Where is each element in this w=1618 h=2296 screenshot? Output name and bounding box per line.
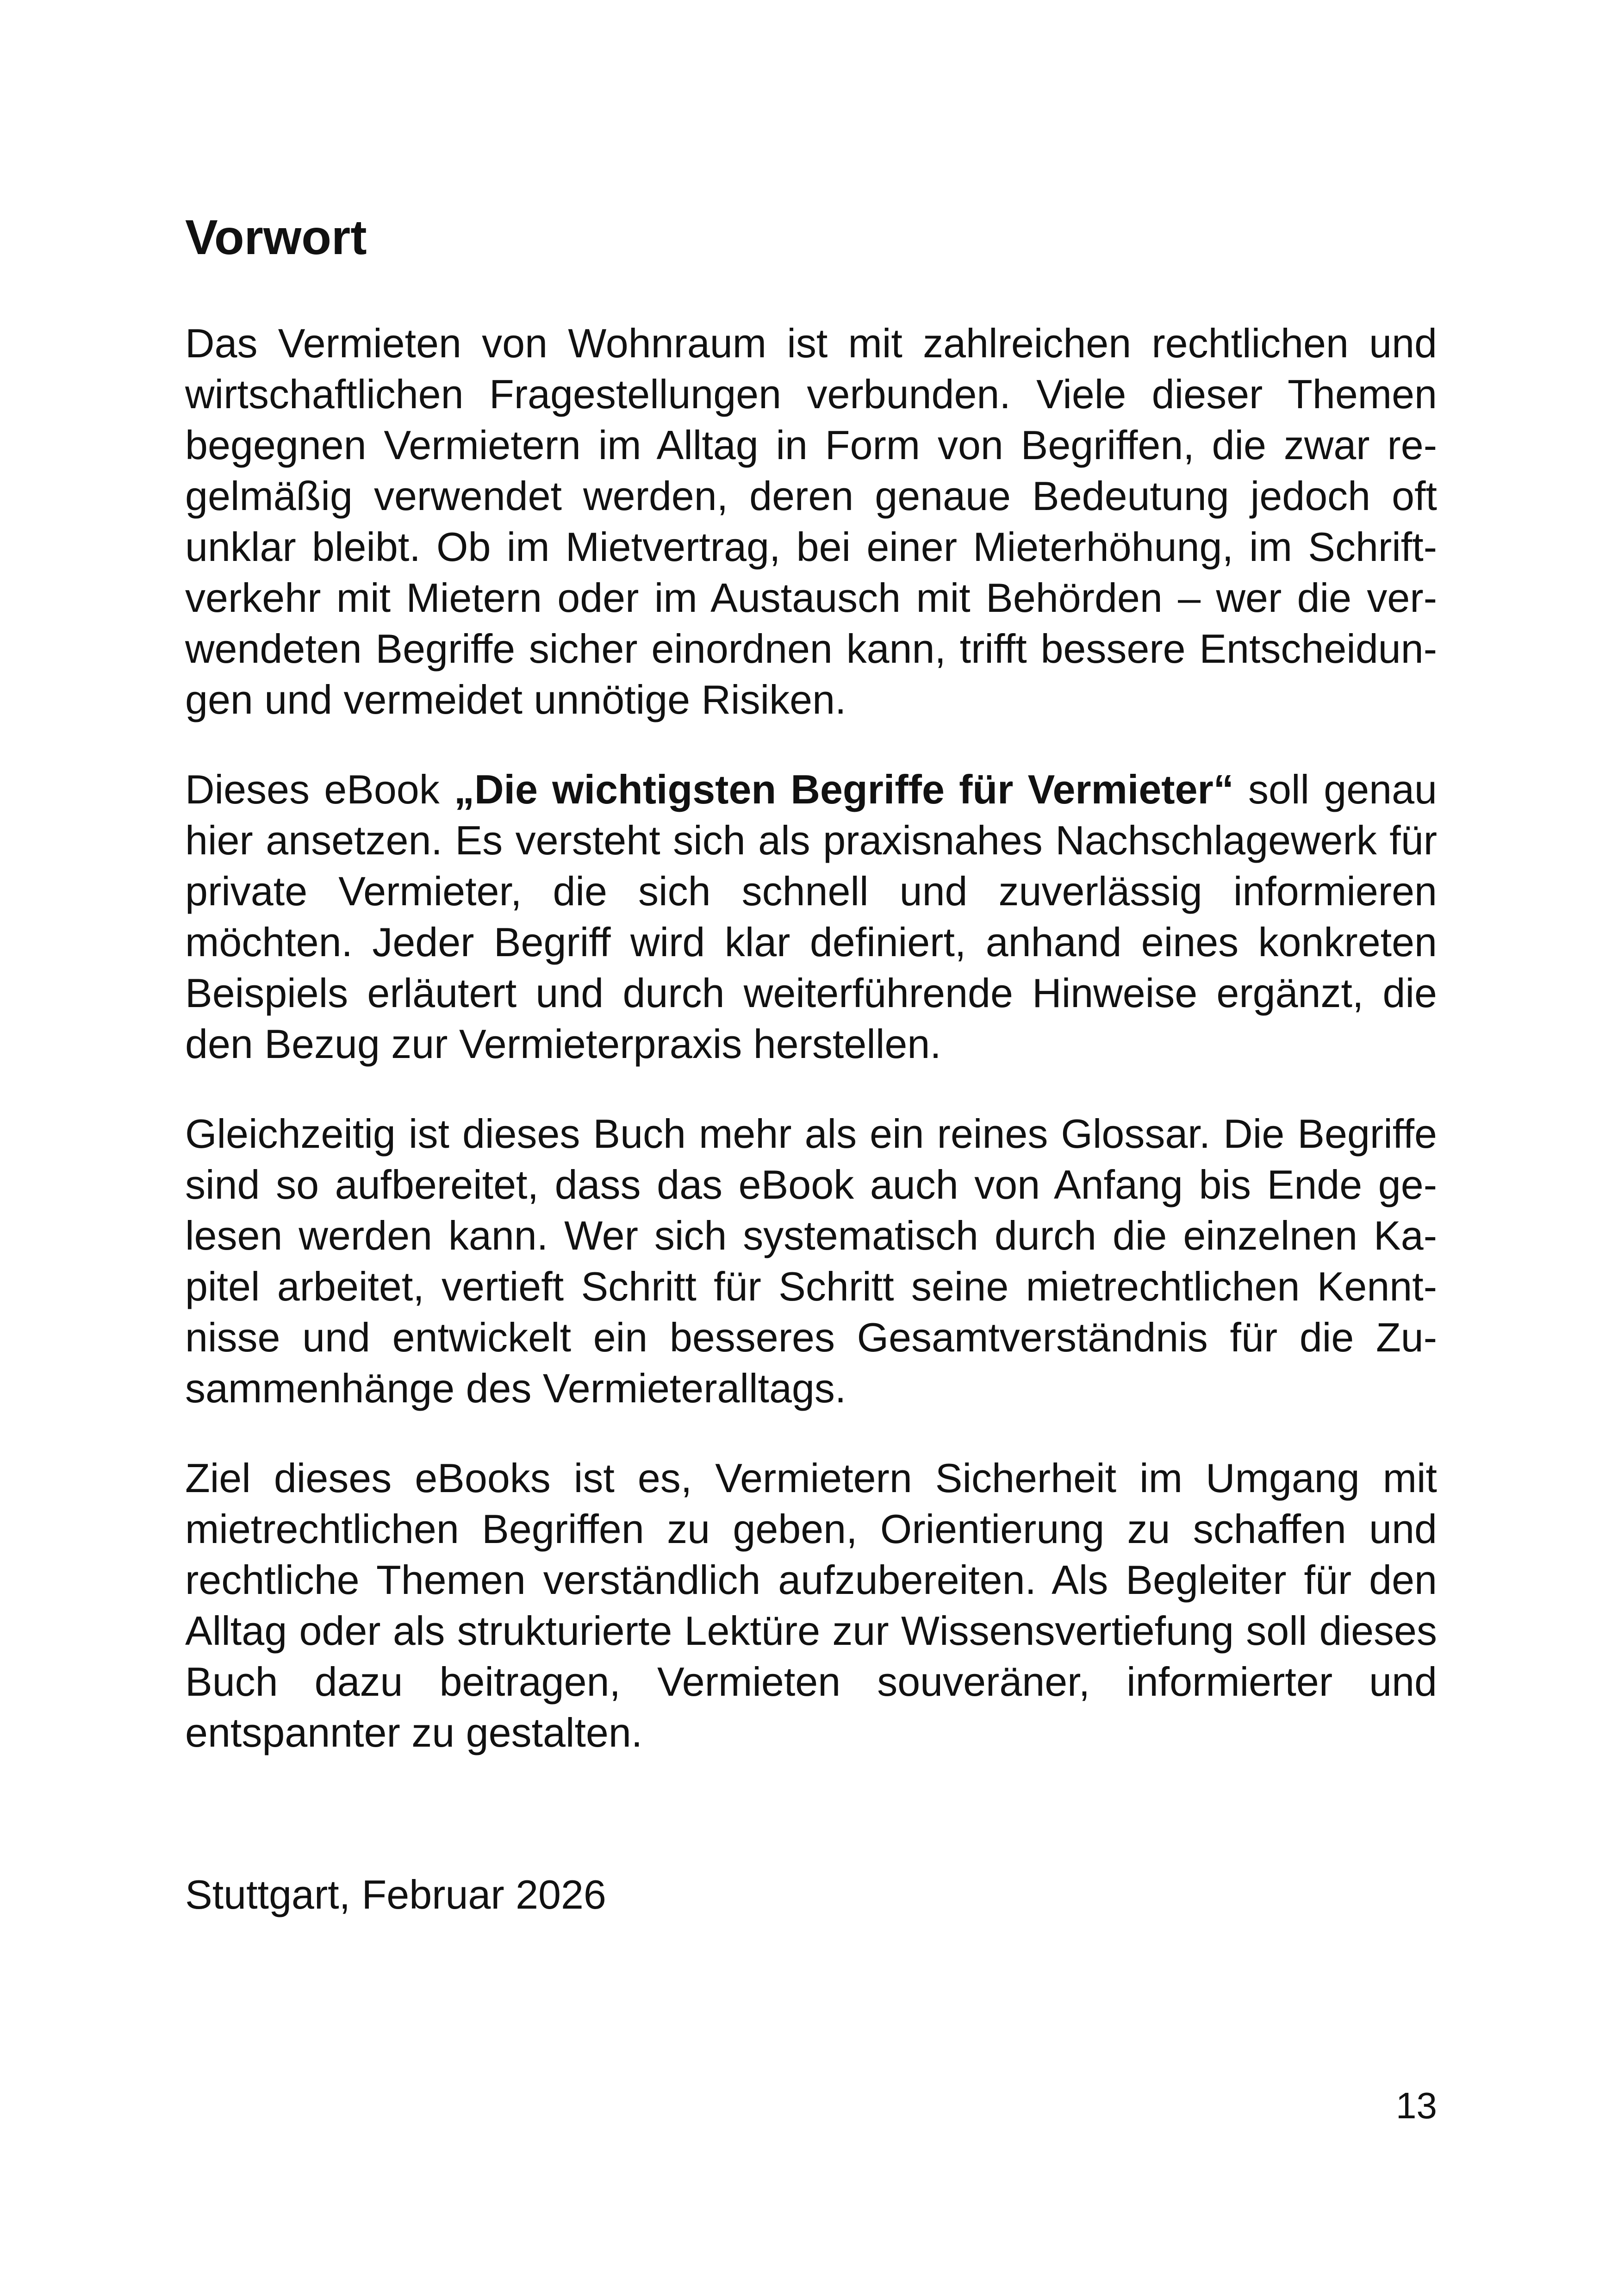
paragraph-4: Ziel dieses eBooks ist es, Vermietern Sicherheit im Umgang mit mietrechtlichen Begriffen zu geben, Orientierung zu schaffen und rechtliche Themen verständlich aufzubereiten. Als Begleiter für den Alltag oder als strukturierte Lektüre zur Wissensvertiefung soll dieses Buch dazu beitragen, Vermieten souveräner, informierter und entspannter zu gestalten. [185,1455,1437,1756]
paragraph-2 [185,764,1437,1070]
paragraph-2-intro: Dieses eBook [185,766,454,813]
page-title: Vorwort [185,210,367,265]
place-date-line: Stuttgart, Februar 2026 [185,1872,606,1918]
page-number: 13 [1396,2085,1437,2126]
paragraph-2-rest: soll genau hier ansetzen. Es versteht sich als praxisnahes Nachschlagewerk für private Vermieter, die sich schnell und zuverlässig informieren möchten. Jeder Begriff wird klar definiert, anhand eines konkreten Beispiels erläutert und durch weiterführende Hinweise ergänzt, die den Bezug zur Vermieterpraxis herstellen. [185,766,1437,1067]
book-title-emphasis: „Die wichtigsten Begriffe für Vermieter“ [454,766,1234,813]
page-content [185,208,1437,1920]
paragraph-1: Das Vermieten von Wohnraum ist mit zahlreichen rechtlichen und wirtschaftlichen Fragestellungen verbunden. Viele dieser Themen begegnen Vermietern im Alltag in Form von Begriffen, die zwar regelmäßig verwendet werden, deren genaue Bedeutung jedoch oft unklar bleibt. Ob im Mietvertrag, bei einer Mieterhöhung, im Schriftverkehr mit Mietern oder im Austausch mit Behörden – wer die verwendeten Begriffe sicher einordnen kann, trifft bessere Entscheidungen und vermeidet unnötige Risiken. [185,320,1437,723]
paragraph-3: Gleichzeitig ist dieses Buch mehr als ein reines Glossar. Die Begriffe sind so aufbereitet, dass das eBook auch von Anfang bis Ende gelesen werden kann. Wer sich systematisch durch die einzelnen Kapitel arbeitet, vertieft Schritt für Schritt seine mietrechtlichen Kenntnisse und entwickelt ein besseres Gesamtverständnis für die Zusammenhänge des Vermieteralltags. [185,1111,1437,1412]
